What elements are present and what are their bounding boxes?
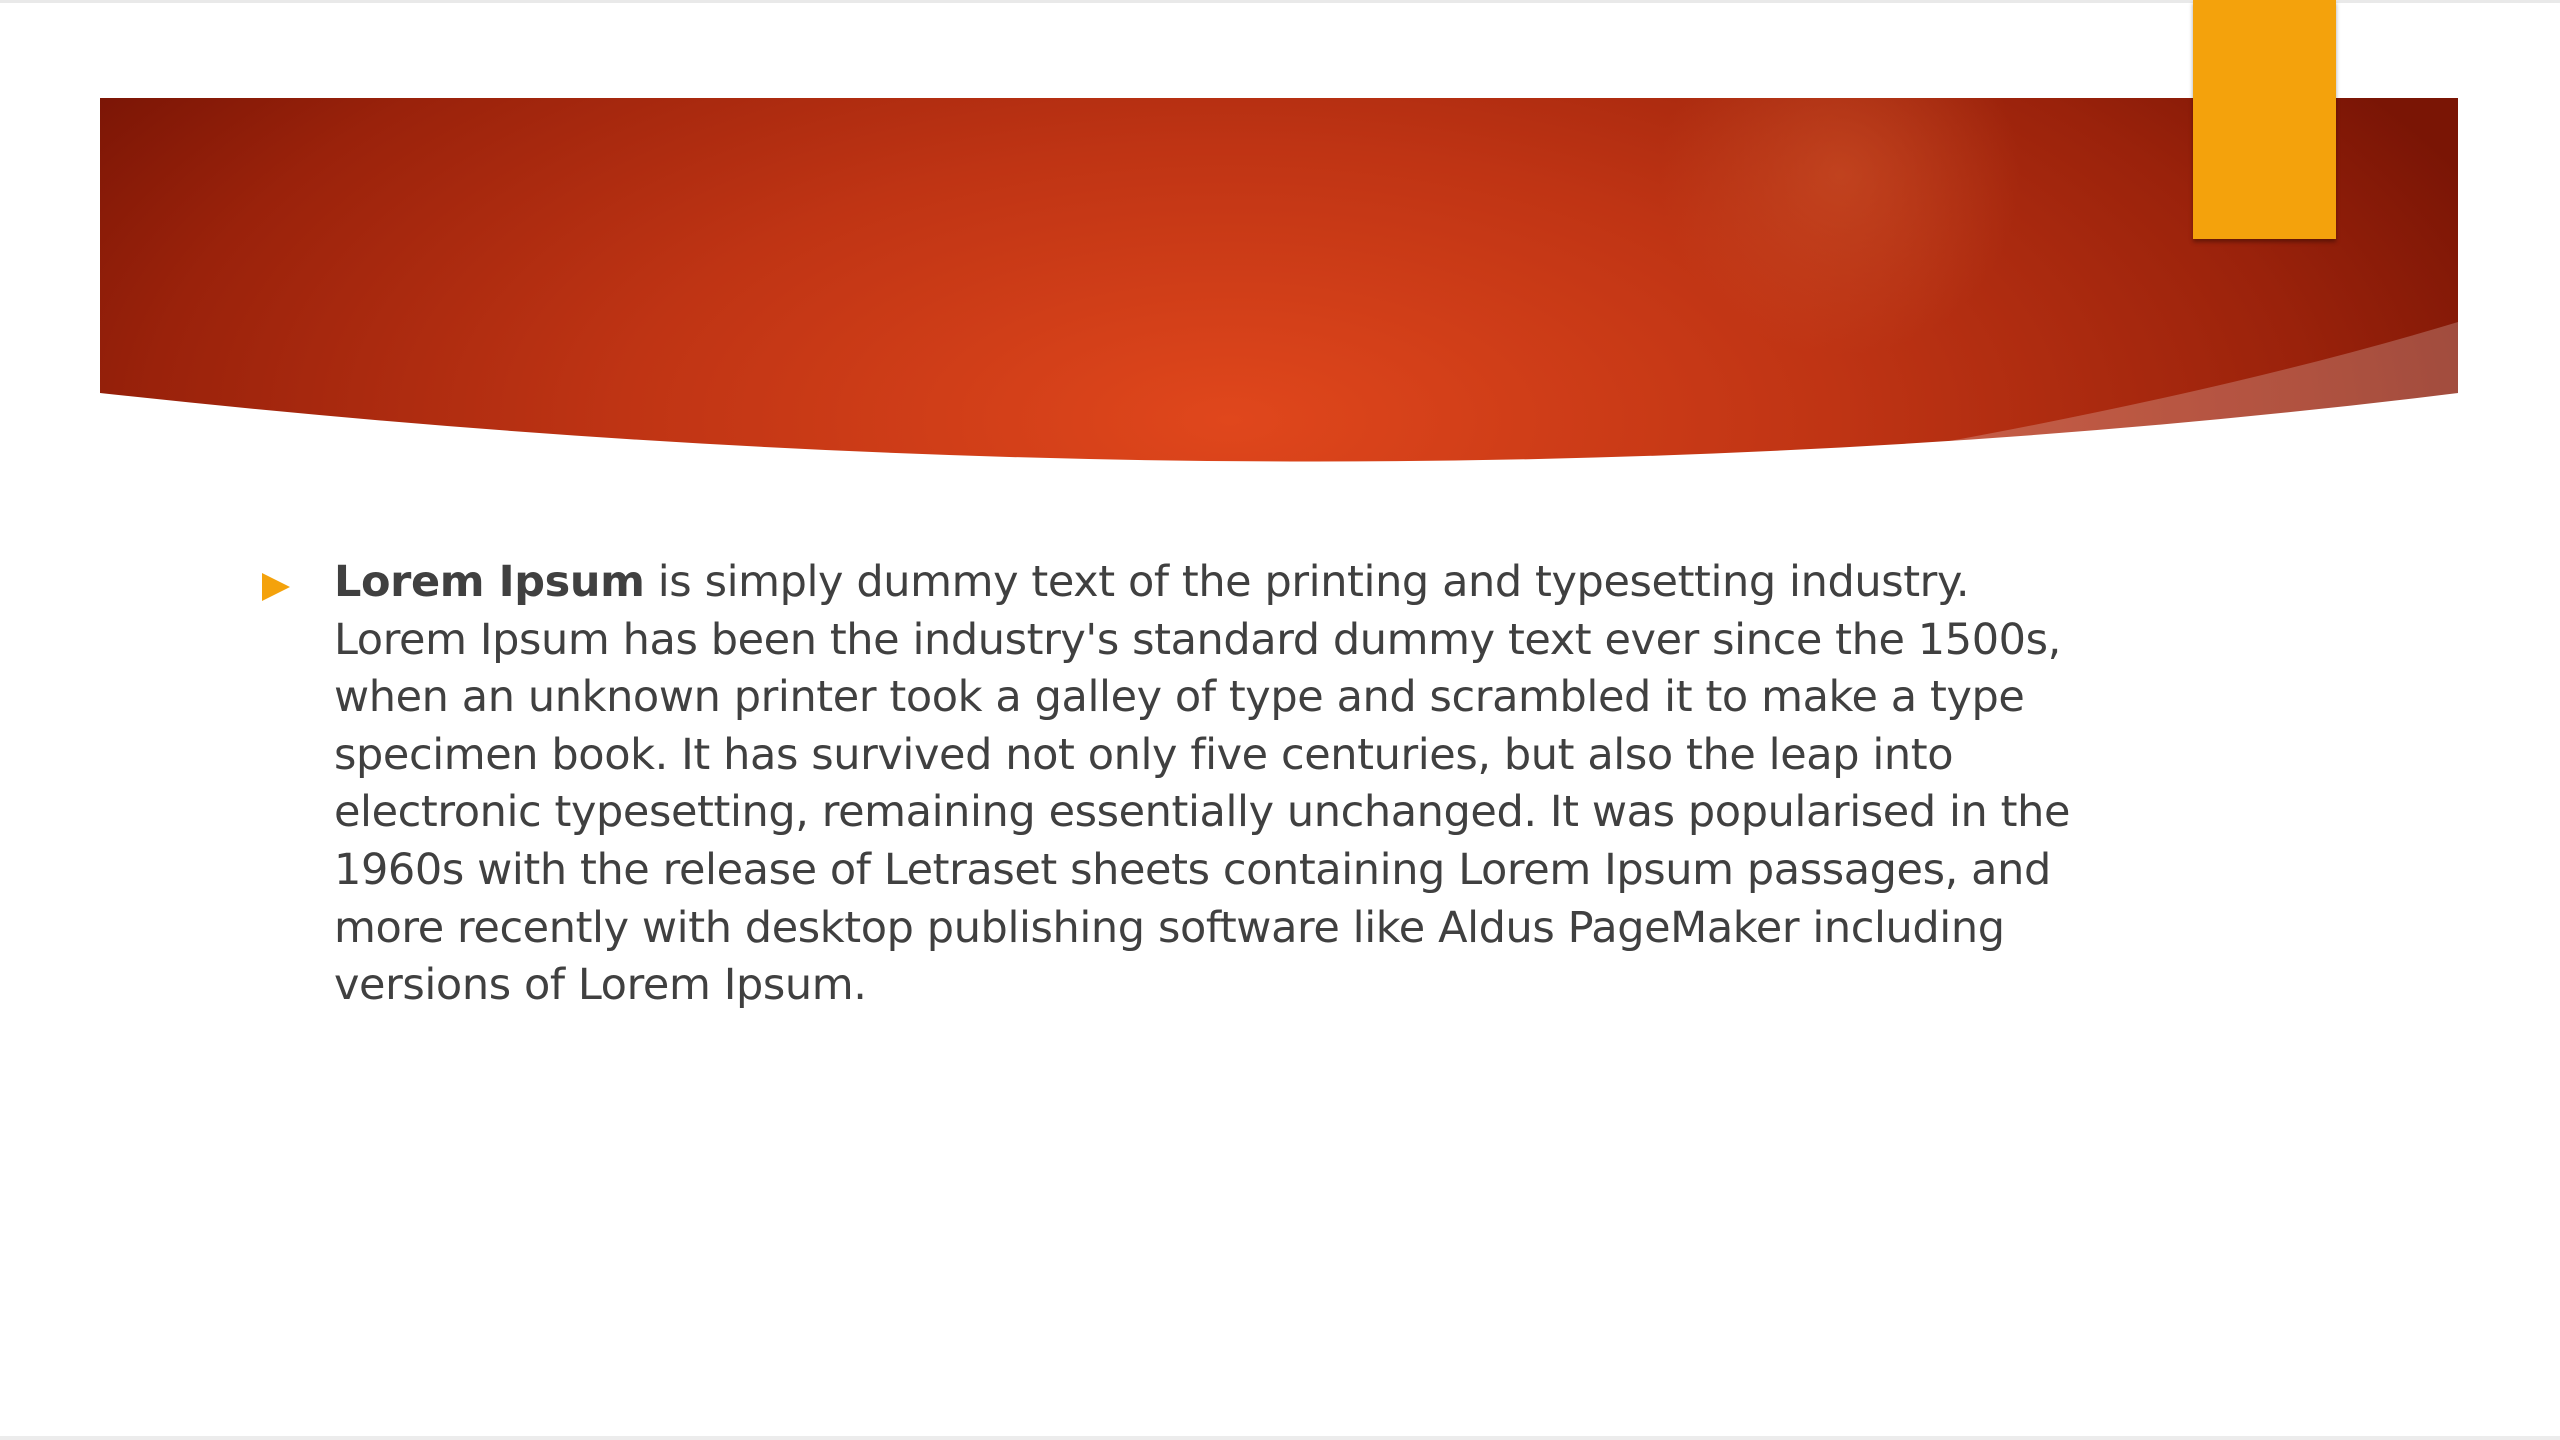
- slide-body: [262, 554, 2082, 1015]
- bullet-body: is simply dummy text of the printing and typesetting industry. Lorem Ipsum has been the industry's standard dummy text ever since the 1500s, when an unknown printer took a galley of type and scrambled it to make a type specimen book. It has survived not only five centuries, but also the leap into electronic typesetting, remaining essentially unchanged. It was popularised in the 1960s with the release of Letraset sheets containing Lorem Ipsum passages, and more recently with desktop publishing software like Aldus PageMaker including versions of Lorem Ipsum.: [334, 557, 2071, 1011]
- triangle-bullet-icon: [262, 573, 290, 601]
- bullet-bold-lead: Lorem Ipsum: [334, 557, 645, 607]
- slide-bottom-border: [0, 1436, 2560, 1440]
- bullet-item: [262, 554, 2082, 1015]
- accent-tab: [2193, 0, 2336, 239]
- bullet-text: [334, 554, 2082, 1015]
- title-banner: [0, 0, 2560, 480]
- banner-glow: [100, 98, 2458, 462]
